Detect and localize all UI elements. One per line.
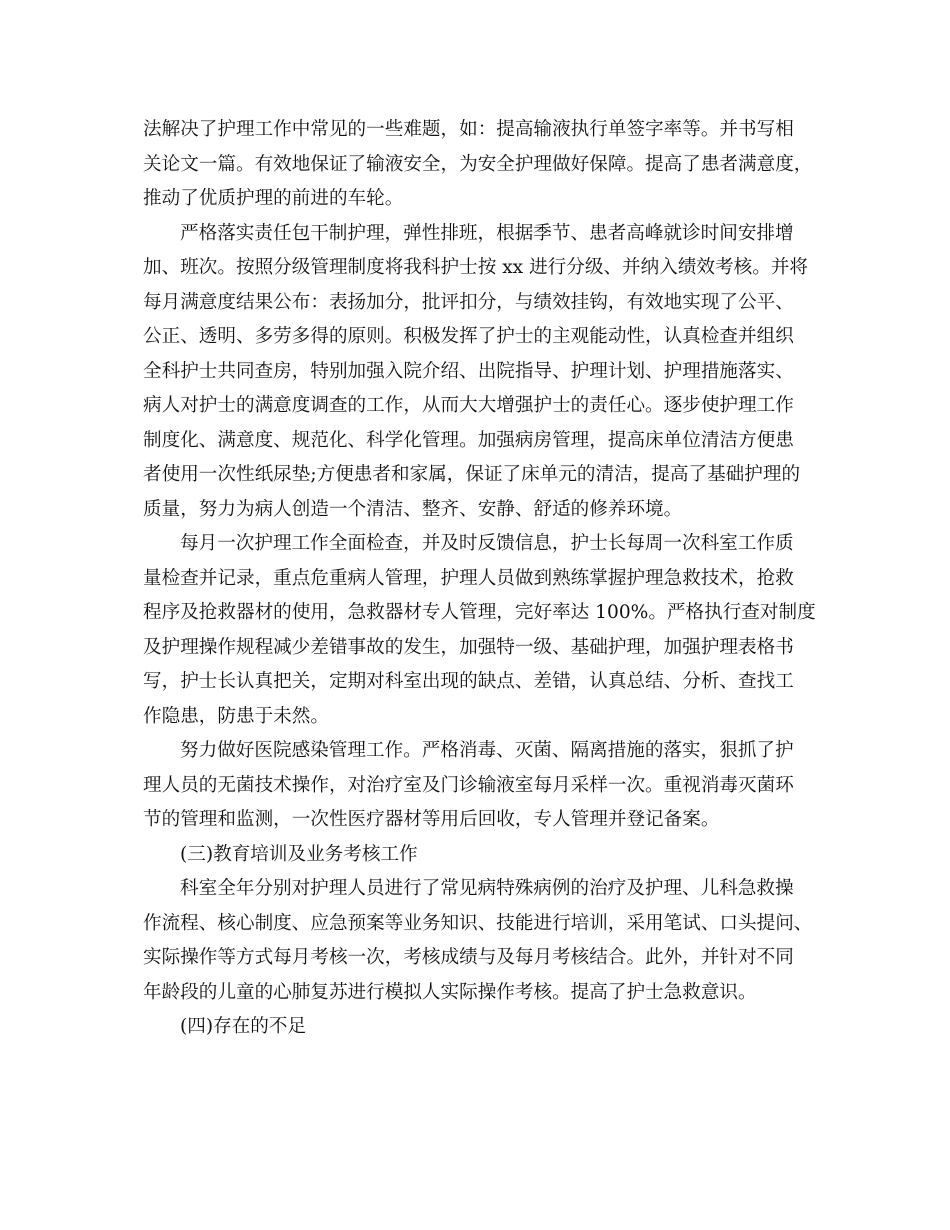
text-line: 年龄段的儿童的心肺复苏进行模拟人实际操作考核。提高了护士急救意识。	[143, 981, 757, 1003]
paragraph-first-line: 严格落实责任包干制护理，弹性排班，根据季节、患者高峰就诊时间安排增	[180, 222, 794, 244]
text-line: 作流程、核心制度、应急预案等业务知识、技能进行培训，采用笔试、口头提问、	[143, 912, 813, 934]
text-line: 病人对护士的满意度调查的工作，从而大大增强护士的责任心。逐步使护理工作	[143, 395, 794, 416]
text-line: 关论文一篇。有效地保证了输液安全，为安全护理做好保障。提高了患者满意度，	[143, 153, 813, 175]
paragraph-first-line: 每月一次护理工作全面检查，并及时反馈信息，护士长每周一次科室工作质	[180, 533, 794, 554]
text-line: 公正、透明、多劳多得的原则。积极发挥了护士的主观能动性，认真检查并组织	[143, 326, 794, 347]
text-line: 实际操作等方式每月考核一次，考核成绩与及每月考核结合。此外，并针对不同	[143, 947, 794, 968]
document-body	[143, 113, 816, 1045]
text-line: 理人员的无菌技术操作，对治疗室及门诊输液室每月采样一次。重视消毒灭菌环	[143, 774, 794, 796]
paragraph-first-line: (四)存在的不足	[180, 1016, 307, 1037]
text-line: 加、班次。按照分级管理制度将我科护士按 xx 进行分级、并纳入绩效考核。并将	[143, 257, 808, 278]
text-line: 节的管理和监测，一次性医疗器材等用后回收，专人管理并登记备案。	[143, 809, 720, 830]
text-line: 制度化、满意度、规范化、科学化管理。加强病房管理，提高床单位清洁方便患	[143, 429, 794, 451]
text-line: 量检查并记录，重点危重病人管理，护理人员做到熟练掌握护理急救技术，抢救	[143, 567, 794, 589]
text-line: 写，护士长认真把关，定期对科室出现的缺点、差错，认真总结、分析、查找工	[143, 671, 794, 692]
text-line: 程序及抢救器材的使用，急救器材专人管理，完好率达 100%。严格执行查对制度	[143, 602, 816, 623]
text-line: 者使用一次性纸尿垫;方便患者和家属，保证了床单元的清洁，提高了基础护理的	[143, 464, 801, 485]
text-line: 全科护士共同查房，特别加强入院介绍、出院指导、护理计划、护理措施落实、	[143, 360, 794, 382]
paragraph-first-line: (三)教育培训及业务考核工作	[180, 843, 418, 865]
paragraph-first-line: 科室全年分别对护理人员进行了常见病特殊病例的治疗及护理、儿科急救操	[180, 878, 794, 899]
text-line: 作隐患，防患于未然。	[143, 705, 329, 727]
text-line: 及护理操作规程减少差错事故的发生，加强特一级、基础护理，加强护理表格书	[143, 636, 794, 658]
text-line: 每月满意度结果公布：表扬加分，批评扣分，与绩效挂钩，有效地实现了公平、	[143, 291, 794, 313]
text-line: 推动了优质护理的前进的车轮。	[143, 188, 404, 209]
text-line: 质量，努力为病人创造一个清洁、整齐、安静、舒适的修养环境。	[143, 498, 683, 520]
paragraph-first-line: 努力做好医院感染管理工作。严格消毒、灭菌、隔离措施的落实，狠抓了护	[180, 740, 794, 761]
text-line: 法解决了护理工作中常见的一些难题，如：提高输液执行单签字率等。并书写相	[143, 119, 794, 140]
